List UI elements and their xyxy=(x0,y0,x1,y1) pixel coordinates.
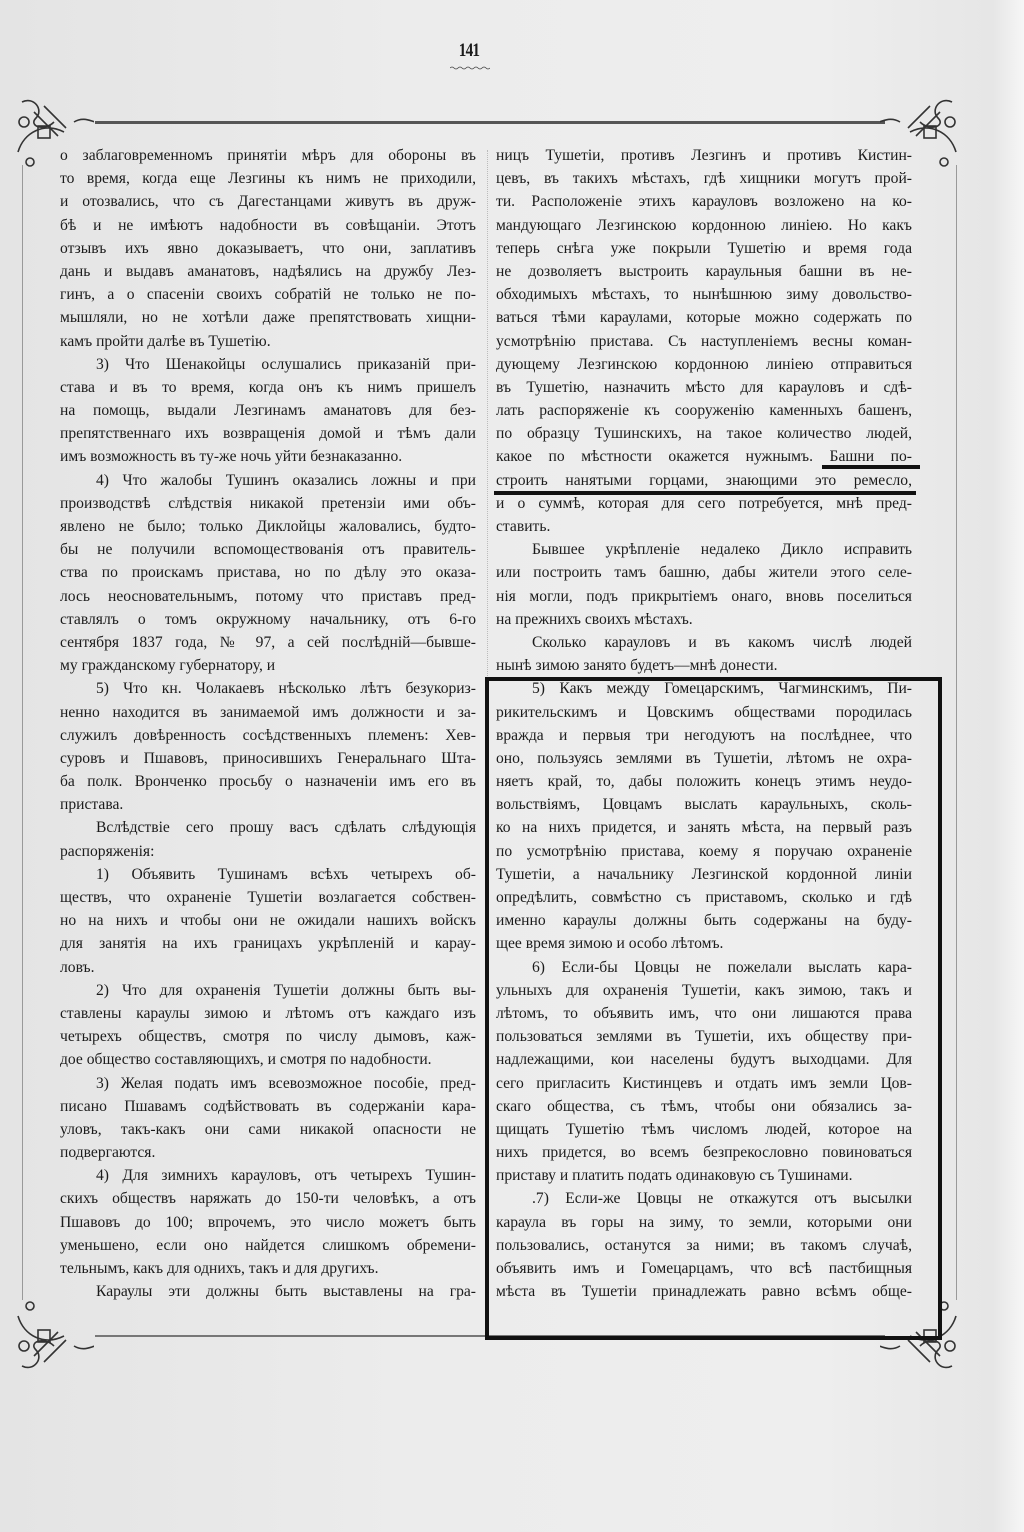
text-line: ницъ Тушетіи, противъ Лезгинъ и противъ Кистин- xyxy=(496,147,912,164)
text-line: 5) Какъ между Гомецарскимъ, Чагминскимъ, Пи- xyxy=(532,680,912,698)
text-line: 4) Для зимнихъ карауловъ, отъ четырехъ Тушин- xyxy=(96,1167,476,1185)
paragraph xyxy=(60,863,476,979)
text-line: дующему Лезгинскою кордонною линіею отправиться xyxy=(496,355,912,373)
text-line: лось неосновательнымъ, потому что приставъ пред- xyxy=(60,587,476,605)
text-line: въ Тушетію, назначить мѣсто для карауловъ и сдѣ- xyxy=(496,378,912,396)
text-line: строить нанятыми горцами, знающими это ремесло, xyxy=(496,471,912,489)
text-line: камъ пройти далѣе въ Тушетію. xyxy=(60,332,271,350)
text-line: приставу и платить подать одинаковую съ Тушинами. xyxy=(496,1167,853,1185)
paragraph xyxy=(60,469,476,678)
text-line: и о суммѣ, которая для сего потребуется, мнѣ пред- xyxy=(496,494,912,512)
text-line: препятственнаго ихъ возвращенія домой и тѣмъ дали xyxy=(60,425,476,443)
text-line: уловъ, такъ-какъ они сами никакой опасности не xyxy=(60,1120,476,1138)
paragraph xyxy=(60,816,476,862)
text-line: 1) Объявить Тушинамъ всѣхъ четырехъ об- xyxy=(96,865,476,883)
text-line: явлено не было; только Диклойцы жаловались, будто- xyxy=(60,518,476,535)
text-line: бѣ и не имѣютъ надобности въ совѣщаніи. Этотъ xyxy=(60,216,476,234)
text-line: по образцу Тушинскихъ, на такое количество людей, xyxy=(496,425,912,443)
text-line: нихъ придется, во всемъ безпрекословно повиноваться xyxy=(496,1144,912,1162)
text-line: става и въ то время, когда онъ къ нимъ пришелъ xyxy=(60,378,476,396)
text-line: няетъ край, то, дабы положить конецъ этимъ неудо- xyxy=(496,773,912,791)
text-line: какое по мѣстности окажется нужнымъ. Башни по- xyxy=(496,448,912,466)
text-line: Пшавовъ до 100; впрочемъ, это число можетъ быть xyxy=(60,1213,476,1231)
text-line: Вслѣдствіе сего прошу васъ сдѣлать слѣдующія xyxy=(96,819,476,837)
text-line: суровъ и Пшавовъ, приносившихъ Генеральнаго Шта- xyxy=(60,749,476,767)
text-line: производствѣ слѣдствія никакой претензіи ими объ- xyxy=(60,494,476,512)
text-line: не дозволяетъ выстроить караульныя башни въ не- xyxy=(496,262,912,280)
text-line: четырехъ обществъ, смотря по числу дымовъ, каж- xyxy=(60,1028,476,1046)
text-line: уменьшено, если оно найдется слишкомъ обремени- xyxy=(60,1236,476,1254)
text-line: объявить имъ и Гомецарцамъ, что всѣ пастбищныя xyxy=(496,1260,912,1277)
text-line: сентября 1837 года, № 97, а сей послѣдній—бывше- xyxy=(60,633,476,651)
text-line: мандующаго Лезгинскою кордонною линіею. Но какъ xyxy=(496,216,912,234)
text-line: пользоваться землями въ Тушетіи, ихъ обществу при- xyxy=(496,1028,912,1046)
text-line: или построить тамъ башню, дабы жители этого селе- xyxy=(496,564,912,582)
paragraph xyxy=(60,1164,476,1280)
text-line: Бывшее укрѣпленіе недалеко Дикло исправить xyxy=(532,541,912,559)
page-number-flourish xyxy=(450,66,490,70)
text-line: нія могли, подъ прикрытіемъ онаго, вновь поселиться xyxy=(496,587,912,605)
text-line: цевъ, въ такихъ мѣстахъ, гдѣ хищники могутъ прой- xyxy=(496,170,912,188)
text-line: мѣста въ Тушетіи принадлежать равно всѣмъ обще- xyxy=(496,1283,912,1301)
text-line: ществъ, что охраненіе Тушетіи возлагается собствен- xyxy=(60,889,476,906)
text-line: ульныхъ для охраненія Тушетіи, какъ зимою, такъ и xyxy=(496,981,912,999)
text-line: для занятія на ихъ границахъ укрѣпленій и карау- xyxy=(60,935,476,953)
text-line: подвергаются. xyxy=(60,1144,156,1162)
text-line: распоряженія: xyxy=(60,842,155,860)
text-line: но на нихъ и чтобы они не ожидали нашихъ войскъ xyxy=(60,912,476,930)
text-line: то время, когда еще Лезгины къ нимъ не приходили, xyxy=(60,170,476,188)
text-line: гинъ, а о спасеніи своихъ собратій не только не по- xyxy=(60,286,476,304)
text-line: нынѣ зимою занято будетъ—мнѣ донести. xyxy=(496,657,778,675)
text-line: имъ возможность въ ту-же ночь уйти безнаказанно. xyxy=(60,448,403,466)
highlight-box-annotation xyxy=(485,677,942,1340)
right-frame-rule xyxy=(956,165,957,1300)
left-frame-rule xyxy=(22,165,23,1300)
text-line: отзывъ ихъ явно доказываетъ, что они, заплативъ xyxy=(60,239,476,257)
text-line: .7) Если-же Цовцы не откажутся отъ высылки xyxy=(532,1190,912,1208)
text-line: сего пригласить Кистинцевъ и отдать имъ земли Цов- xyxy=(496,1074,912,1092)
text-line: ставлены караулы зимою и лѣтомъ отъ каждаго изъ xyxy=(60,1004,476,1022)
text-line: усмотрѣнію пристава. Съ наступленіемъ весны коман- xyxy=(496,332,912,350)
text-line: 3) Что Шенакойцы ослушались приказаній при- xyxy=(96,355,476,373)
paragraph xyxy=(60,144,476,353)
text-line: на помощь, выдали Лезгинамъ аманатовъ для без- xyxy=(60,402,476,420)
text-line: оно, пользуясь землями въ Тушетіи, лѣтомъ не охра- xyxy=(496,749,912,767)
text-line: 6) Если-бы Цовцы не пожелали выслать кара- xyxy=(532,958,912,976)
text-line: караула въ горы на зиму, то земли, которыми они xyxy=(496,1213,912,1231)
underline-annotation xyxy=(494,491,916,495)
paragraph xyxy=(60,677,476,816)
text-line: пристава. xyxy=(60,796,124,814)
text-line: ставить. xyxy=(496,518,551,535)
text-line: Тушетіи, а начальнику Лезгинской кордонной линіи xyxy=(496,865,912,883)
text-line: обходимыхъ мѣстахъ, то нынѣшнюю зиму довольство- xyxy=(496,286,912,304)
paragraph xyxy=(60,979,476,1072)
text-line: мышляли, но не хотѣли даже препятствовать хищни- xyxy=(60,309,476,327)
text-line: ти. Расположеніе этихъ карауловъ возложено на ко- xyxy=(496,193,912,211)
text-line: тельнымъ, какъ для однихъ, такъ и для другихъ. xyxy=(60,1260,379,1277)
text-line: теперь снѣга уже покрыли Тушетію и время года xyxy=(496,239,912,257)
text-line: 4) Что жалобы Тушинъ оказались ложны и при xyxy=(96,471,476,489)
text-line: дань и выдавъ аманатовъ, надѣялись на дружбу Лез- xyxy=(60,262,476,280)
paragraph xyxy=(60,353,476,469)
text-line: рикительскимъ и Цовскимъ обществами породилась xyxy=(496,703,912,721)
text-line: о заблаговременномъ принятіи мѣръ для обороны въ xyxy=(60,147,476,164)
text-line: Караулы эти должны быть выставлены на гра- xyxy=(96,1283,476,1301)
text-line: ваться тѣми караулами, которые можно содержать по xyxy=(496,309,912,327)
text-line: писано Пшавамъ содѣйствовать въ содержаніи кара- xyxy=(60,1097,476,1115)
text-line: и отозвались, что съ Дагестанцами живутъ въ друж- xyxy=(60,193,476,211)
paragraph xyxy=(60,1072,476,1165)
underline-annotation xyxy=(822,465,920,469)
text-line: по усмотрѣнію пристава, коему я поручаю охраненіе xyxy=(496,842,912,860)
text-line: вольствіямъ, Цовцамъ выслать караульныхъ, сколь- xyxy=(496,796,912,814)
text-line: му гражданскому губернатору, и xyxy=(60,657,276,675)
text-line: Сколько карауловъ и въ какомъ числѣ людей xyxy=(532,633,912,651)
text-line: ненно находится въ занимаемой имъ должности и за- xyxy=(60,703,476,721)
text-line: ба полк. Вронченко просьбу о назначеніи имъ его въ xyxy=(60,773,476,791)
text-line: 5) Что кн. Чолакаевъ нѣсколько лѣтъ безукориз- xyxy=(96,680,476,698)
text-line: ко на нихъ придется, и занять мѣста, на первый разъ xyxy=(496,819,912,837)
text-line: пользовались, останутся за ними; въ такомъ случаѣ, xyxy=(496,1236,912,1254)
text-line: 3) Желая подать имъ всевозможное пособіе, пред- xyxy=(96,1074,476,1092)
top-frame-rule xyxy=(95,121,885,124)
page-number: 141 xyxy=(458,40,480,61)
paragraph xyxy=(496,144,912,538)
corner-ornament-icon xyxy=(14,1296,94,1376)
paragraph xyxy=(60,1280,476,1303)
text-line: ставлялъ о томъ окружному начальнику, отъ 6-го xyxy=(60,610,476,628)
text-line: именно караулы должны быть содержаны на буду- xyxy=(496,912,912,930)
text-line: скаго общества, съ тѣмъ, чтобы они обязались за- xyxy=(496,1097,912,1115)
left-column xyxy=(60,144,476,1303)
text-line: вражда и первыя три негодуютъ на послѣднее, что xyxy=(496,726,912,744)
text-line: щее время зимою и особо лѣтомъ. xyxy=(496,935,724,953)
text-line: служилъ довѣренность сосѣдственныхъ племенъ: Хев- xyxy=(60,726,476,744)
text-line: надлежащими, кои населены будутъ выходцами. Для xyxy=(496,1051,912,1069)
text-line: лать распоряженіе къ сооруженію каменныхъ башенъ, xyxy=(496,402,912,420)
text-line: бы не получили вспомоществованія отъ правитель- xyxy=(60,541,476,559)
text-line: лѣтомъ, то объявить имъ, что они лишаются права xyxy=(496,1004,912,1022)
text-line: дое общество составляющихъ, и смотря по надобности. xyxy=(60,1051,432,1069)
text-line: щищать Тушетію тѣмъ числомъ людей, которое на xyxy=(496,1120,912,1138)
text-line: ства по проискамъ пристава, но по дѣлу это оказа- xyxy=(60,564,476,582)
text-line: ловъ. xyxy=(60,958,95,976)
text-line: опредѣлить, совмѣстно съ приставомъ, сколько и гдѣ xyxy=(496,889,912,906)
text-line: 2) Что для охраненія Тушетіи должны быть вы- xyxy=(96,981,476,999)
text-line: на прежнихъ своихъ мѣстахъ. xyxy=(496,610,693,628)
paragraph xyxy=(496,538,912,631)
paragraph xyxy=(496,631,912,677)
text-line: скихъ обществъ наряжать до 150-ти человѣкъ, а отъ xyxy=(60,1190,476,1208)
